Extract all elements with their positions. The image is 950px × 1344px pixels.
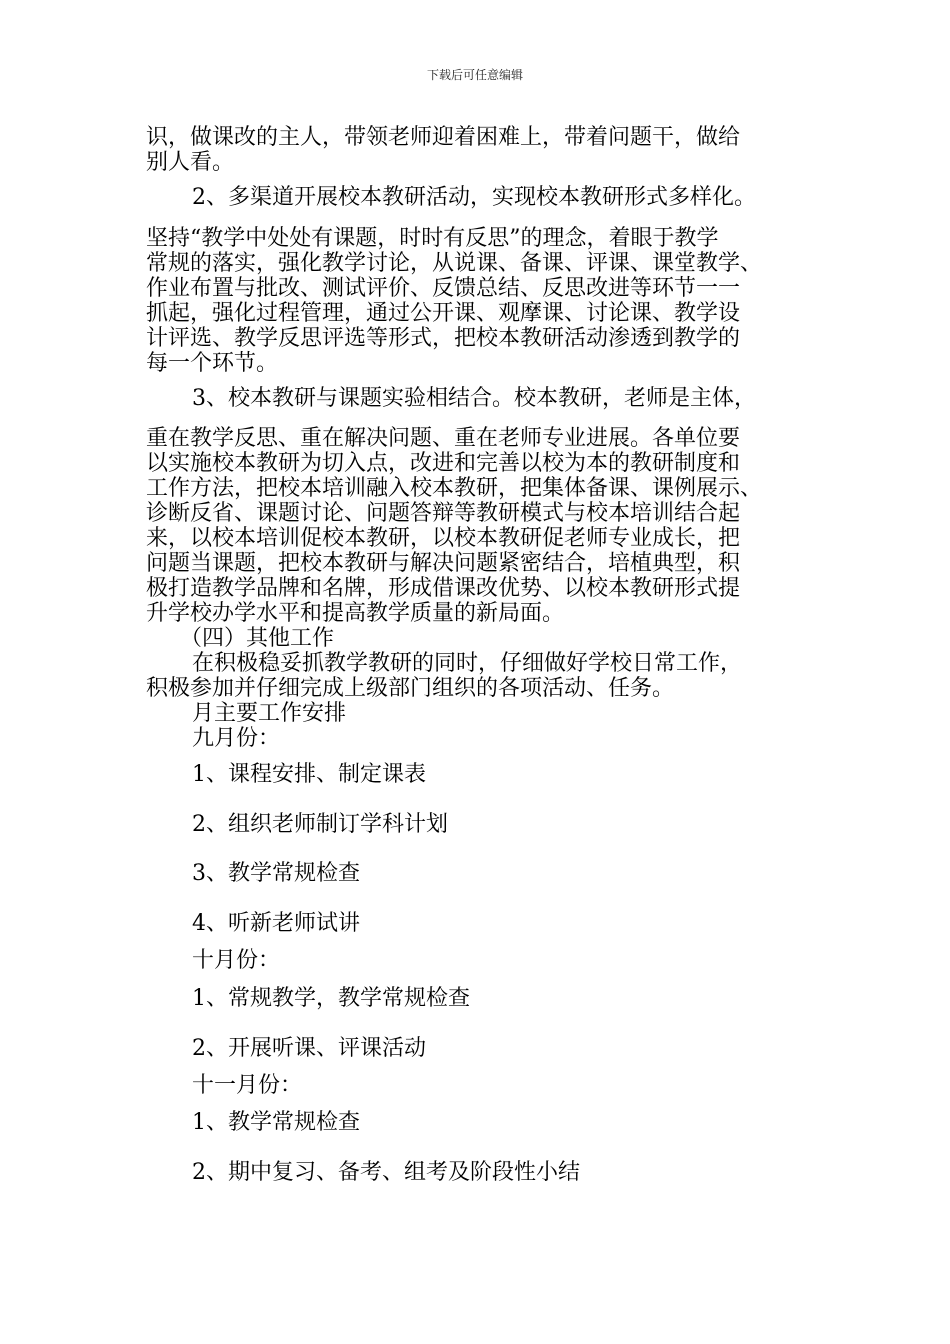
month-heading: 十月份： — [192, 948, 281, 973]
text-line: 在积极稳妥抓教学教研的同时，仔细做好学校日常工作， — [192, 651, 743, 676]
section-heading: （四）其他工作 — [180, 626, 335, 651]
month-heading: 九月份： — [192, 726, 281, 751]
list-item: 4、听新老师试讲 — [192, 911, 360, 936]
text-line: 积极参加并仔细完成上级部门组织的各项活动、任务。 — [146, 676, 675, 701]
text-line: 诊断反省、课题讨论、问题答辩等教研模式与校本培训结合起 — [146, 501, 741, 526]
text-line: 重在教学反思、重在解决问题、重在老师专业进展。各单位要 — [146, 426, 741, 451]
list-item: 1、教学常规检查 — [192, 1110, 360, 1135]
list-item: 1、常规教学，教学常规检查 — [192, 986, 470, 1011]
list-item: 3、教学常规检查 — [192, 861, 360, 886]
text-line: 作业布置与批改、测试评价、反馈总结、反思改进等环节一一 — [146, 276, 741, 301]
text-line: 计评选、教学反思评选等形式，把校本教研活动渗透到教学的 — [146, 326, 741, 351]
text-line: 以实施校本教研为切入点，改进和完善以校为本的教研制度和 — [146, 451, 741, 476]
month-heading: 十一月份： — [192, 1073, 303, 1098]
text-line: 每一个环节。 — [146, 351, 279, 376]
section-heading: 3、校本教研与课题实验相结合。校本教研，老师是主体， — [192, 386, 756, 411]
text-line: 常规的落实，强化教学讨论，从说课、备课、评课、课堂教学、 — [146, 251, 763, 276]
text-line: 问题当课题，把校本教研与解决问题紧密结合，培植典型，积 — [146, 551, 741, 576]
section-heading: 2、多渠道开展校本教研活动，实现校本教研形式多样化。 — [192, 185, 756, 210]
text-line: 别人看。 — [146, 150, 235, 175]
page-header-note: 下载后可任意编辑 — [426, 68, 523, 82]
list-item: 2、开展听课、评课活动 — [192, 1036, 426, 1061]
text-line: 坚持“教学中处处有课题，时时有反思”的理念，着眼于教学 — [146, 226, 719, 251]
text-line: 升学校办学水平和提高教学质量的新局面。 — [146, 601, 565, 626]
text-line: 抓起，强化过程管理，通过公开课、观摩课、讨论课、教学设 — [146, 301, 741, 326]
list-item: 2、组织老师制订学科计划 — [192, 812, 448, 837]
section-heading: 月主要工作安排 — [192, 701, 347, 726]
list-item: 2、期中复习、备考、组考及阶段性小结 — [192, 1160, 580, 1185]
text-line: 工作方法，把校本培训融入校本教研，把集体备课、课例展示、 — [146, 476, 763, 501]
text-line: 来，以校本培训促校本教研，以校本教研促老师专业成长，把 — [146, 526, 741, 551]
text-line: 极打造教学品牌和名牌，形成借课改优势、以校本教研形式提 — [146, 576, 741, 601]
list-item: 1、课程安排、制定课表 — [192, 762, 426, 787]
text-line: 识，做课改的主人，带领老师迎着困难上，带着问题干，做给 — [146, 125, 741, 150]
